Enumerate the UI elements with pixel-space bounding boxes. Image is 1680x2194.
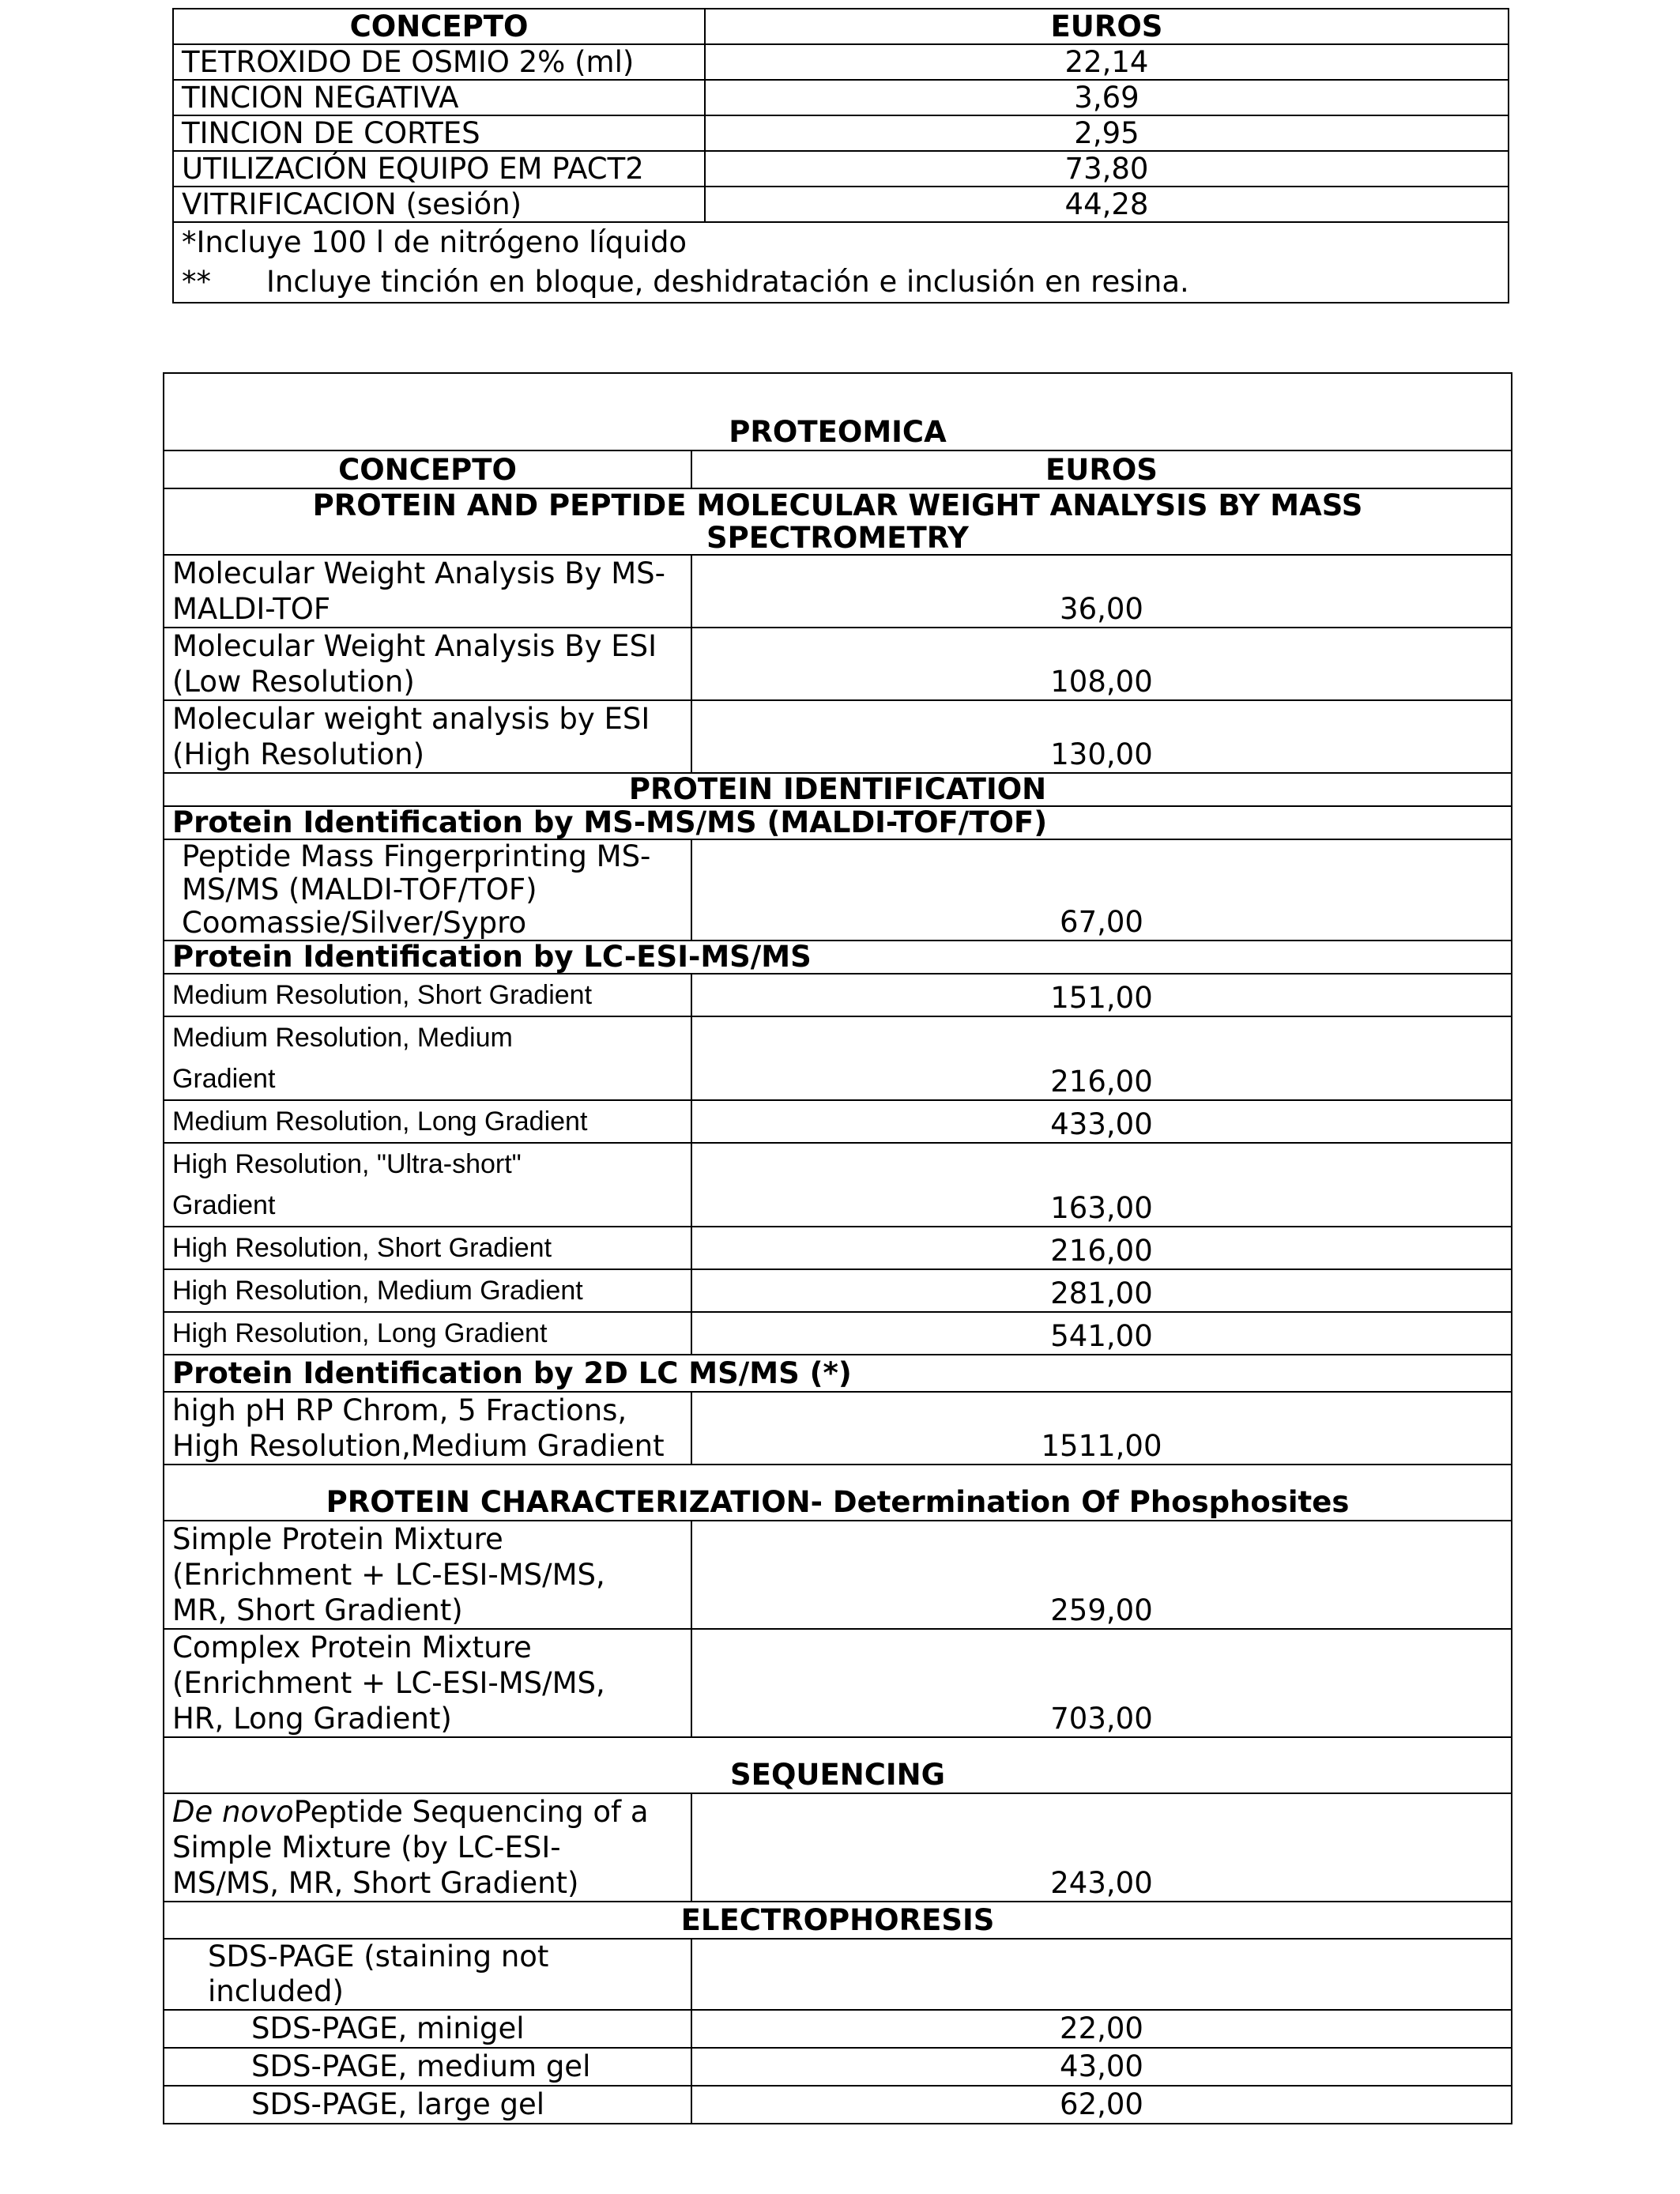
section-title-bold: PROTEIN CHARACTERIZATION- [326,1485,823,1519]
proteomics-pricing-table [163,372,1512,2124]
row-concept: High Resolution, Short Gradient [164,1227,691,1269]
row-price: 216,00 [691,1227,1512,1269]
subsection-row [164,1355,1512,1392]
row-price: 433,00 [691,1100,1512,1143]
table-row [173,80,1509,115]
row-price: 1511,00 [691,1392,1512,1465]
section-protein-characterization [164,1465,1512,1521]
row-concept [164,1143,691,1227]
footnote-row [173,262,1509,303]
table-row [164,974,1512,1016]
footnote-row [173,222,1509,262]
concept-line: high pH RP Chrom, 5 Fractions, [172,1393,627,1427]
row-price: 259,00 [691,1521,1512,1629]
header-euros: EUROS [705,9,1509,44]
row-concept: UTILIZACIÓN EQUIPO EM PACT2 [173,151,705,187]
row-price: 73,80 [705,151,1509,187]
concept-line: Molecular weight analysis by ESI [172,702,650,736]
concept-line: Complex Protein Mixture [172,1630,532,1664]
concept-line: Gradient [172,1190,276,1220]
row-concept [164,555,691,628]
row-price: 281,00 [691,1269,1512,1312]
table-row [164,1312,1512,1355]
title-row [164,373,1512,450]
table-row [173,151,1509,187]
concept-line: Molecular Weight Analysis By MS- [172,556,665,590]
concept-line: included) [208,1974,344,2008]
row-concept: VITRIFICACION (sesión) [173,187,705,222]
section-row [164,1465,1512,1521]
row-concept: SDS-PAGE, large gel [164,2086,691,2124]
table-row [164,2010,1512,2048]
row-concept: High Resolution, Medium Gradient [164,1269,691,1312]
row-price: 44,28 [705,187,1509,222]
row-price: 67,00 [691,839,1512,941]
row-price-empty [691,1939,1512,2010]
subsection-row [164,941,1512,974]
section-row [164,773,1512,806]
concept-rest: Peptide Sequencing of a [293,1795,649,1829]
row-price: 216,00 [691,1016,1512,1100]
concept-line: SDS-PAGE (staining not [208,1940,549,1973]
table-row [164,1100,1512,1143]
table-row [164,2086,1512,2124]
table-row [164,1939,1512,2010]
subsection-2d-lc: Protein Identification by 2D LC MS/MS (*) [164,1355,1512,1392]
row-price: 151,00 [691,974,1512,1016]
row-price: 3,69 [705,80,1509,115]
row-price: 43,00 [691,2048,1512,2086]
concept-line: Simple Protein Mixture [172,1522,503,1556]
row-concept [164,628,691,700]
table-row [164,2048,1512,2086]
row-price: 243,00 [691,1793,1512,1902]
section-row [164,488,1512,555]
table-row [164,628,1512,700]
header-concepto: CONCEPTO [164,450,691,488]
table-row [164,839,1512,941]
section-protein-identification: PROTEIN IDENTIFICATION [164,773,1512,806]
row-concept: TINCION NEGATIVA [173,80,705,115]
row-concept: TINCION DE CORTES [173,115,705,151]
table-row [164,555,1512,628]
row-concept [164,1629,691,1737]
table-title: PROTEOMICA [164,373,1512,450]
concept-line: MS/MS, MR, Short Gradient) [172,1866,579,1900]
row-price: 163,00 [691,1143,1512,1227]
concept-line: Gradient [172,1064,276,1094]
subsection-maldi: Protein Identification by MS-MS/MS (MALDI-TOF/TOF) [164,806,1512,839]
row-concept [164,1016,691,1100]
concept-line: Coomassie/Silver/Sypro [182,906,527,940]
concept-italic: De novo [172,1795,294,1829]
section-row [164,1737,1512,1793]
footnote-2-text: Incluye tinción en bloque, deshidratación e inclusión en resina. [266,265,1189,299]
row-concept: SDS-PAGE, medium gel [164,2048,691,2086]
table-row [173,115,1509,151]
row-price: 62,00 [691,2086,1512,2124]
row-concept [164,1392,691,1465]
concept-line: HR, Long Gradient) [172,1702,452,1736]
table-row [164,1227,1512,1269]
footnote-2 [173,262,1509,303]
header-concepto: CONCEPTO [173,9,705,44]
row-concept: SDS-PAGE, minigel [164,2010,691,2048]
table-row [164,1016,1512,1100]
table-row [173,44,1509,80]
row-price: 108,00 [691,628,1512,700]
row-concept [164,1521,691,1629]
subsection-row [164,806,1512,839]
concept-line: (Enrichment + LC-ESI-MS/MS, [172,1666,605,1700]
row-price: 2,95 [705,115,1509,151]
row-concept: High Resolution, Long Gradient [164,1312,691,1355]
concept-line: MALDI-TOF [172,592,331,626]
table-row [164,1269,1512,1312]
section-molecular-weight: PROTEIN AND PEPTIDE MOLECULAR WEIGHT ANALYSIS BY MASS SPECTROMETRY [164,488,1512,555]
table-row [173,187,1509,222]
table-row [164,1521,1512,1629]
concept-line: High Resolution,Medium Gradient [172,1429,665,1463]
concept-line: MS/MS (MALDI-TOF/TOF) [182,873,537,907]
concept-line: Simple Mixture (by LC-ESI- [172,1830,561,1864]
row-concept: Medium Resolution, Short Gradient [164,974,691,1016]
subsection-lc-esi: Protein Identification by LC-ESI-MS/MS [164,941,1512,974]
footnote-marker: ** [182,265,211,299]
section-row [164,1902,1512,1939]
table-row [164,1143,1512,1227]
concept-line: MR, Short Gradient) [172,1593,463,1627]
row-price: 703,00 [691,1629,1512,1737]
table-row [164,1392,1512,1465]
row-concept [164,700,691,773]
concept-line: (Enrichment + LC-ESI-MS/MS, [172,1558,605,1592]
table-row [164,1629,1512,1737]
pricing-table-1 [172,8,1509,303]
concept-line: (High Resolution) [172,737,424,771]
section-sequencing: SEQUENCING [164,1737,1512,1793]
row-price: 22,14 [705,44,1509,80]
row-price: 130,00 [691,700,1512,773]
row-price: 36,00 [691,555,1512,628]
table-header-row [164,450,1512,488]
row-price: 22,00 [691,2010,1512,2048]
row-concept: Medium Resolution, Long Gradient [164,1100,691,1143]
table-row [164,1793,1512,1902]
row-concept [164,1793,691,1902]
row-concept: TETROXIDO DE OSMIO 2% (ml) [173,44,705,80]
row-concept [164,1939,691,2010]
concept-line: High Resolution, "Ultra-short" [172,1149,522,1179]
concept-line: (Low Resolution) [172,665,415,699]
concept-line: Peptide Mass Fingerprinting MS- [182,839,651,873]
section-electrophoresis: ELECTROPHORESIS [164,1902,1512,1939]
concept-line: Molecular Weight Analysis By ESI [172,629,657,663]
section-title-rest: Determination Of Phosphosites [823,1485,1350,1519]
row-concept [164,839,691,941]
concept-line [172,1794,683,1830]
table-header-row [173,9,1509,44]
footnote-1: *Incluye 100 l de nitrógeno líquido [173,222,1509,262]
table-row [164,700,1512,773]
row-price: 541,00 [691,1312,1512,1355]
header-euros: EUROS [691,450,1512,488]
concept-line: Medium Resolution, Medium [172,1023,513,1053]
